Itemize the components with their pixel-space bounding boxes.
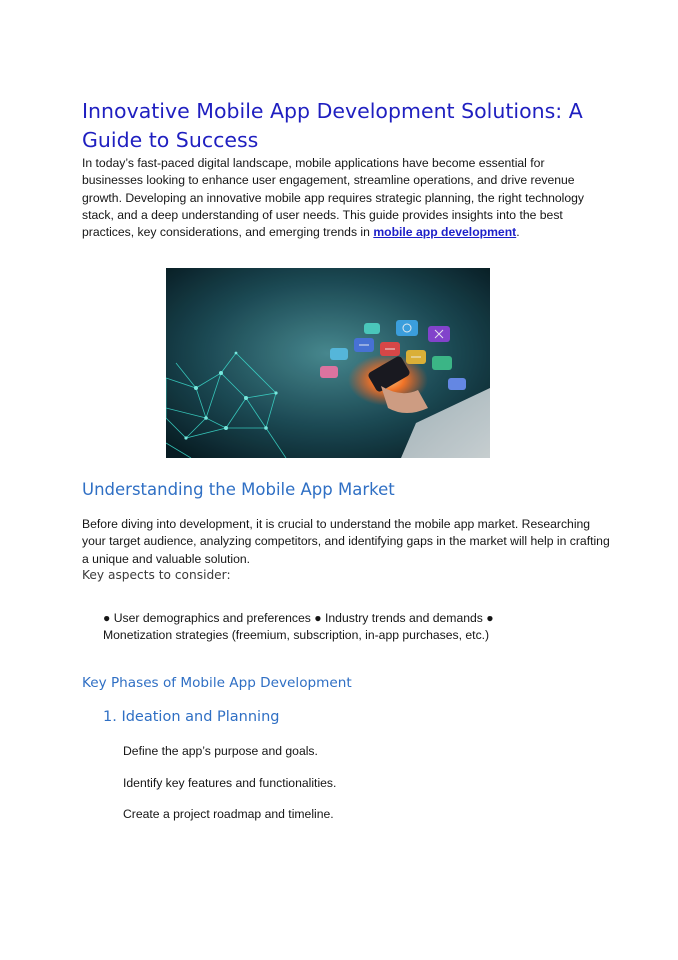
section-heading-phases: Key Phases of Mobile App Development xyxy=(82,675,352,691)
intro-paragraph xyxy=(82,155,607,241)
aspects-bullet-list xyxy=(103,610,523,645)
bullet-line: Monetization strategies (freemium, subscription, in-app purchases, etc.) xyxy=(103,628,490,643)
list-item: Define the app’s purpose and goals. xyxy=(123,744,318,758)
page-title: Innovative Mobile App Development Solutions: A Guide to Success xyxy=(82,99,583,152)
mobile-app-development-link[interactable]: mobile app development xyxy=(373,225,517,240)
phase-heading-ideation: 1. Ideation and Planning xyxy=(103,709,280,725)
list-item: Create a project roadmap and timeline. xyxy=(123,807,334,821)
intro-text: In today’s fast-paced digital landscape, mobile applications have become essential for businesses looking to enhance user engagement, streamline operations, and drive revenue growth. Developing an innovative mobile app requires strategic planning, the right technology stack, and a deep understanding of user needs. This guide provides insights into the best practices, key considerations, and emerging trends in xyxy=(82,156,585,240)
intro-end: . xyxy=(516,225,520,240)
section-heading-market: Understanding the Mobile App Market xyxy=(82,480,395,499)
market-paragraph: Before diving into development, it is crucial to understand the mobile app market. Researching your target audience, analyzing competitors, and identifying gaps in the market will help in crafting a unique and valuable solution. xyxy=(82,517,610,566)
list-item: Identify key features and functionalities. xyxy=(123,776,337,790)
hand-holding-phone-with-app-icons-illustration xyxy=(166,268,490,458)
key-aspects-label: Key aspects to consider: xyxy=(82,568,231,582)
bullet-line: ● User demographics and preferences ● Industry trends and demands ● xyxy=(103,611,494,625)
hero-image xyxy=(166,268,490,458)
